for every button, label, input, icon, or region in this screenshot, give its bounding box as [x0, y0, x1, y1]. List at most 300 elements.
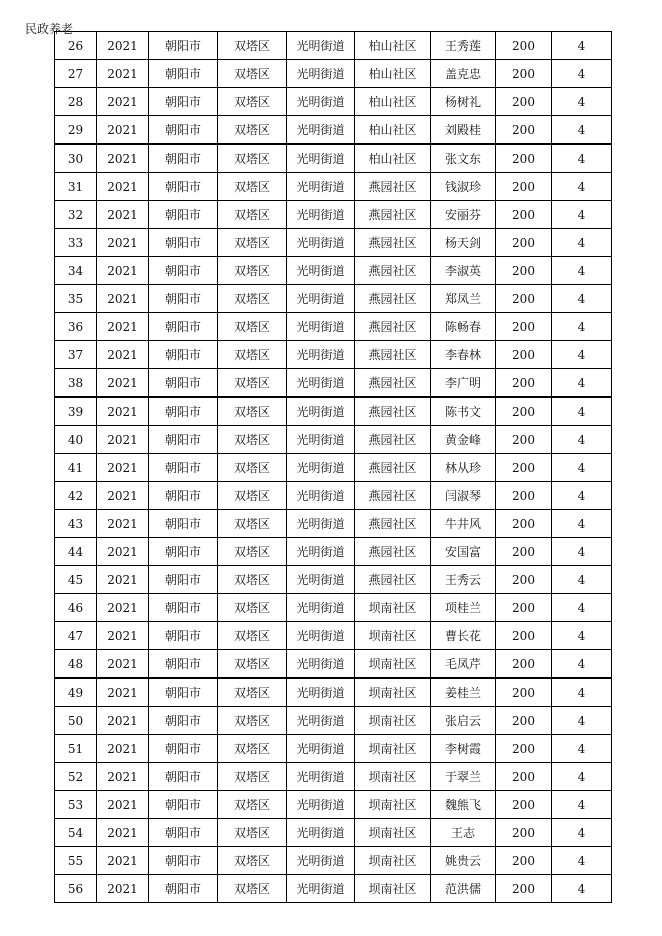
district-cell: 双塔区	[218, 650, 287, 679]
name-cell: 张启云	[431, 707, 496, 735]
district-cell: 双塔区	[218, 144, 287, 173]
community-cell: 柏山社区	[355, 88, 431, 116]
row-number-cell: 29	[55, 116, 97, 145]
level-cell: 4	[552, 116, 612, 145]
amount-cell: 200	[496, 229, 552, 257]
city-cell: 朝阳市	[149, 173, 218, 201]
street-cell: 光明街道	[287, 201, 355, 229]
row-number-cell: 53	[55, 791, 97, 819]
row-number-cell: 43	[55, 510, 97, 538]
street-cell: 光明街道	[287, 622, 355, 650]
level-cell: 4	[552, 538, 612, 566]
community-cell: 燕园社区	[355, 482, 431, 510]
name-cell: 姜桂兰	[431, 678, 496, 707]
amount-cell: 200	[496, 454, 552, 482]
year-cell: 2021	[97, 875, 149, 903]
name-cell: 钱淑珍	[431, 173, 496, 201]
elder-subsidy-table	[54, 31, 612, 903]
amount-cell: 200	[496, 201, 552, 229]
table-row	[55, 341, 612, 369]
district-cell: 双塔区	[218, 88, 287, 116]
table-row	[55, 510, 612, 538]
amount-cell: 200	[496, 313, 552, 341]
district-cell: 双塔区	[218, 707, 287, 735]
document-header-label: 民政养老	[25, 22, 74, 36]
table-row	[55, 650, 612, 679]
row-number-cell: 26	[55, 32, 97, 60]
city-cell: 朝阳市	[149, 763, 218, 791]
year-cell: 2021	[97, 88, 149, 116]
amount-cell: 200	[496, 482, 552, 510]
district-cell: 双塔区	[218, 173, 287, 201]
table-row	[55, 594, 612, 622]
city-cell: 朝阳市	[149, 875, 218, 903]
street-cell: 光明街道	[287, 482, 355, 510]
year-cell: 2021	[97, 341, 149, 369]
community-cell: 燕园社区	[355, 173, 431, 201]
district-cell: 双塔区	[218, 875, 287, 903]
community-cell: 坝南社区	[355, 735, 431, 763]
amount-cell: 200	[496, 678, 552, 707]
community-cell: 坝南社区	[355, 791, 431, 819]
amount-cell: 200	[496, 566, 552, 594]
row-number-cell: 28	[55, 88, 97, 116]
level-cell: 4	[552, 650, 612, 679]
community-cell: 坝南社区	[355, 819, 431, 847]
year-cell: 2021	[97, 538, 149, 566]
level-cell: 4	[552, 594, 612, 622]
year-cell: 2021	[97, 285, 149, 313]
street-cell: 光明街道	[287, 60, 355, 88]
table-row	[55, 847, 612, 875]
amount-cell: 200	[496, 32, 552, 60]
name-cell: 范洪儒	[431, 875, 496, 903]
community-cell: 柏山社区	[355, 116, 431, 145]
table-row	[55, 88, 612, 116]
table-body	[55, 32, 612, 903]
street-cell: 光明街道	[287, 313, 355, 341]
district-cell: 双塔区	[218, 313, 287, 341]
year-cell: 2021	[97, 60, 149, 88]
street-cell: 光明街道	[287, 32, 355, 60]
level-cell: 4	[552, 875, 612, 903]
name-cell: 陈书文	[431, 397, 496, 426]
year-cell: 2021	[97, 622, 149, 650]
level-cell: 4	[552, 32, 612, 60]
district-cell: 双塔区	[218, 32, 287, 60]
level-cell: 4	[552, 678, 612, 707]
district-cell: 双塔区	[218, 763, 287, 791]
row-number-cell: 37	[55, 341, 97, 369]
name-cell: 李广明	[431, 369, 496, 398]
year-cell: 2021	[97, 482, 149, 510]
row-number-cell: 27	[55, 60, 97, 88]
street-cell: 光明街道	[287, 510, 355, 538]
row-number-cell: 39	[55, 397, 97, 426]
row-number-cell: 51	[55, 735, 97, 763]
row-number-cell: 52	[55, 763, 97, 791]
name-cell: 安丽芬	[431, 201, 496, 229]
row-number-cell: 35	[55, 285, 97, 313]
row-number-cell: 34	[55, 257, 97, 285]
table-row	[55, 763, 612, 791]
street-cell: 光明街道	[287, 819, 355, 847]
name-cell: 闫淑琴	[431, 482, 496, 510]
street-cell: 光明街道	[287, 397, 355, 426]
name-cell: 姚贵云	[431, 847, 496, 875]
district-cell: 双塔区	[218, 60, 287, 88]
community-cell: 燕园社区	[355, 397, 431, 426]
level-cell: 4	[552, 622, 612, 650]
table-row	[55, 285, 612, 313]
community-cell: 柏山社区	[355, 60, 431, 88]
city-cell: 朝阳市	[149, 116, 218, 145]
level-cell: 4	[552, 257, 612, 285]
level-cell: 4	[552, 791, 612, 819]
street-cell: 光明街道	[287, 875, 355, 903]
community-cell: 燕园社区	[355, 510, 431, 538]
year-cell: 2021	[97, 594, 149, 622]
name-cell: 王秀莲	[431, 32, 496, 60]
name-cell: 毛凤芹	[431, 650, 496, 679]
street-cell: 光明街道	[287, 650, 355, 679]
row-number-cell: 48	[55, 650, 97, 679]
district-cell: 双塔区	[218, 341, 287, 369]
name-cell: 杨天剑	[431, 229, 496, 257]
year-cell: 2021	[97, 510, 149, 538]
street-cell: 光明街道	[287, 116, 355, 145]
row-number-cell: 46	[55, 594, 97, 622]
street-cell: 光明街道	[287, 678, 355, 707]
district-cell: 双塔区	[218, 510, 287, 538]
name-cell: 王志	[431, 819, 496, 847]
city-cell: 朝阳市	[149, 735, 218, 763]
level-cell: 4	[552, 60, 612, 88]
year-cell: 2021	[97, 650, 149, 679]
amount-cell: 200	[496, 369, 552, 398]
community-cell: 柏山社区	[355, 144, 431, 173]
level-cell: 4	[552, 229, 612, 257]
year-cell: 2021	[97, 454, 149, 482]
level-cell: 4	[552, 819, 612, 847]
district-cell: 双塔区	[218, 847, 287, 875]
street-cell: 光明街道	[287, 763, 355, 791]
city-cell: 朝阳市	[149, 566, 218, 594]
city-cell: 朝阳市	[149, 426, 218, 454]
community-cell: 坝南社区	[355, 650, 431, 679]
amount-cell: 200	[496, 622, 552, 650]
community-cell: 坝南社区	[355, 875, 431, 903]
city-cell: 朝阳市	[149, 201, 218, 229]
amount-cell: 200	[496, 875, 552, 903]
street-cell: 光明街道	[287, 426, 355, 454]
amount-cell: 200	[496, 707, 552, 735]
table-row	[55, 313, 612, 341]
row-number-cell: 44	[55, 538, 97, 566]
level-cell: 4	[552, 566, 612, 594]
district-cell: 双塔区	[218, 369, 287, 398]
row-number-cell: 31	[55, 173, 97, 201]
district-cell: 双塔区	[218, 454, 287, 482]
table-row	[55, 819, 612, 847]
row-number-cell: 30	[55, 144, 97, 173]
amount-cell: 200	[496, 594, 552, 622]
district-cell: 双塔区	[218, 566, 287, 594]
name-cell: 刘殿桂	[431, 116, 496, 145]
street-cell: 光明街道	[287, 369, 355, 398]
name-cell: 项桂兰	[431, 594, 496, 622]
amount-cell: 200	[496, 144, 552, 173]
level-cell: 4	[552, 763, 612, 791]
city-cell: 朝阳市	[149, 791, 218, 819]
row-number-cell: 56	[55, 875, 97, 903]
district-cell: 双塔区	[218, 791, 287, 819]
name-cell: 郑凤兰	[431, 285, 496, 313]
district-cell: 双塔区	[218, 229, 287, 257]
district-cell: 双塔区	[218, 735, 287, 763]
level-cell: 4	[552, 454, 612, 482]
city-cell: 朝阳市	[149, 88, 218, 116]
community-cell: 燕园社区	[355, 538, 431, 566]
level-cell: 4	[552, 426, 612, 454]
community-cell: 燕园社区	[355, 341, 431, 369]
name-cell: 杨树礼	[431, 88, 496, 116]
community-cell: 燕园社区	[355, 369, 431, 398]
community-cell: 坝南社区	[355, 622, 431, 650]
table-row	[55, 426, 612, 454]
city-cell: 朝阳市	[149, 707, 218, 735]
name-cell: 曹长花	[431, 622, 496, 650]
row-number-cell: 47	[55, 622, 97, 650]
row-number-cell: 41	[55, 454, 97, 482]
name-cell: 黄金峰	[431, 426, 496, 454]
city-cell: 朝阳市	[149, 650, 218, 679]
level-cell: 4	[552, 341, 612, 369]
community-cell: 燕园社区	[355, 426, 431, 454]
street-cell: 光明街道	[287, 341, 355, 369]
level-cell: 4	[552, 847, 612, 875]
city-cell: 朝阳市	[149, 510, 218, 538]
table-row	[55, 397, 612, 426]
year-cell: 2021	[97, 847, 149, 875]
name-cell: 林从珍	[431, 454, 496, 482]
street-cell: 光明街道	[287, 144, 355, 173]
community-cell: 燕园社区	[355, 285, 431, 313]
year-cell: 2021	[97, 369, 149, 398]
name-cell: 李树霞	[431, 735, 496, 763]
table-row	[55, 201, 612, 229]
level-cell: 4	[552, 313, 612, 341]
district-cell: 双塔区	[218, 116, 287, 145]
city-cell: 朝阳市	[149, 622, 218, 650]
community-cell: 坝南社区	[355, 847, 431, 875]
city-cell: 朝阳市	[149, 397, 218, 426]
table-row	[55, 60, 612, 88]
amount-cell: 200	[496, 763, 552, 791]
city-cell: 朝阳市	[149, 257, 218, 285]
street-cell: 光明街道	[287, 257, 355, 285]
name-cell: 李淑英	[431, 257, 496, 285]
table-row	[55, 566, 612, 594]
row-number-cell: 49	[55, 678, 97, 707]
level-cell: 4	[552, 510, 612, 538]
amount-cell: 200	[496, 650, 552, 679]
district-cell: 双塔区	[218, 594, 287, 622]
year-cell: 2021	[97, 313, 149, 341]
district-cell: 双塔区	[218, 201, 287, 229]
street-cell: 光明街道	[287, 707, 355, 735]
year-cell: 2021	[97, 819, 149, 847]
district-cell: 双塔区	[218, 285, 287, 313]
district-cell: 双塔区	[218, 482, 287, 510]
year-cell: 2021	[97, 116, 149, 145]
table-row	[55, 482, 612, 510]
name-cell: 王秀云	[431, 566, 496, 594]
district-cell: 双塔区	[218, 426, 287, 454]
amount-cell: 200	[496, 847, 552, 875]
table-row	[55, 173, 612, 201]
table-row	[55, 538, 612, 566]
city-cell: 朝阳市	[149, 847, 218, 875]
year-cell: 2021	[97, 566, 149, 594]
community-cell: 燕园社区	[355, 566, 431, 594]
name-cell: 于翠兰	[431, 763, 496, 791]
level-cell: 4	[552, 397, 612, 426]
city-cell: 朝阳市	[149, 144, 218, 173]
year-cell: 2021	[97, 397, 149, 426]
year-cell: 2021	[97, 229, 149, 257]
street-cell: 光明街道	[287, 285, 355, 313]
community-cell: 燕园社区	[355, 313, 431, 341]
name-cell: 李春林	[431, 341, 496, 369]
row-number-cell: 32	[55, 201, 97, 229]
amount-cell: 200	[496, 285, 552, 313]
district-cell: 双塔区	[218, 622, 287, 650]
name-cell: 盖克忠	[431, 60, 496, 88]
street-cell: 光明街道	[287, 454, 355, 482]
year-cell: 2021	[97, 32, 149, 60]
name-cell: 张文东	[431, 144, 496, 173]
row-number-cell: 38	[55, 369, 97, 398]
amount-cell: 200	[496, 173, 552, 201]
level-cell: 4	[552, 88, 612, 116]
year-cell: 2021	[97, 426, 149, 454]
city-cell: 朝阳市	[149, 819, 218, 847]
level-cell: 4	[552, 173, 612, 201]
amount-cell: 200	[496, 819, 552, 847]
level-cell: 4	[552, 707, 612, 735]
city-cell: 朝阳市	[149, 341, 218, 369]
table-row	[55, 229, 612, 257]
city-cell: 朝阳市	[149, 32, 218, 60]
amount-cell: 200	[496, 791, 552, 819]
row-number-cell: 55	[55, 847, 97, 875]
community-cell: 燕园社区	[355, 201, 431, 229]
year-cell: 2021	[97, 201, 149, 229]
amount-cell: 200	[496, 60, 552, 88]
city-cell: 朝阳市	[149, 369, 218, 398]
year-cell: 2021	[97, 707, 149, 735]
row-number-cell: 50	[55, 707, 97, 735]
district-cell: 双塔区	[218, 819, 287, 847]
street-cell: 光明街道	[287, 538, 355, 566]
district-cell: 双塔区	[218, 678, 287, 707]
city-cell: 朝阳市	[149, 594, 218, 622]
table-row	[55, 116, 612, 145]
district-cell: 双塔区	[218, 538, 287, 566]
street-cell: 光明街道	[287, 566, 355, 594]
year-cell: 2021	[97, 678, 149, 707]
amount-cell: 200	[496, 88, 552, 116]
table-row	[55, 707, 612, 735]
level-cell: 4	[552, 144, 612, 173]
table-row	[55, 875, 612, 903]
amount-cell: 200	[496, 257, 552, 285]
street-cell: 光明街道	[287, 791, 355, 819]
city-cell: 朝阳市	[149, 285, 218, 313]
community-cell: 坝南社区	[355, 678, 431, 707]
year-cell: 2021	[97, 173, 149, 201]
level-cell: 4	[552, 735, 612, 763]
table-row	[55, 735, 612, 763]
city-cell: 朝阳市	[149, 482, 218, 510]
street-cell: 光明街道	[287, 229, 355, 257]
city-cell: 朝阳市	[149, 229, 218, 257]
city-cell: 朝阳市	[149, 313, 218, 341]
community-cell: 燕园社区	[355, 454, 431, 482]
amount-cell: 200	[496, 116, 552, 145]
level-cell: 4	[552, 369, 612, 398]
name-cell: 陈畅春	[431, 313, 496, 341]
table-row	[55, 622, 612, 650]
year-cell: 2021	[97, 257, 149, 285]
table-row	[55, 369, 612, 398]
community-cell: 燕园社区	[355, 257, 431, 285]
city-cell: 朝阳市	[149, 678, 218, 707]
name-cell: 魏熊飞	[431, 791, 496, 819]
amount-cell: 200	[496, 510, 552, 538]
year-cell: 2021	[97, 735, 149, 763]
row-number-cell: 54	[55, 819, 97, 847]
street-cell: 光明街道	[287, 735, 355, 763]
community-cell: 燕园社区	[355, 229, 431, 257]
community-cell: 坝南社区	[355, 763, 431, 791]
amount-cell: 200	[496, 397, 552, 426]
district-cell: 双塔区	[218, 257, 287, 285]
level-cell: 4	[552, 285, 612, 313]
table-row	[55, 144, 612, 173]
year-cell: 2021	[97, 144, 149, 173]
name-cell: 安国富	[431, 538, 496, 566]
year-cell: 2021	[97, 763, 149, 791]
street-cell: 光明街道	[287, 594, 355, 622]
amount-cell: 200	[496, 538, 552, 566]
district-cell: 双塔区	[218, 397, 287, 426]
city-cell: 朝阳市	[149, 538, 218, 566]
community-cell: 坝南社区	[355, 707, 431, 735]
community-cell: 柏山社区	[355, 32, 431, 60]
row-number-cell: 45	[55, 566, 97, 594]
name-cell: 牛井风	[431, 510, 496, 538]
table-row	[55, 678, 612, 707]
row-number-cell: 42	[55, 482, 97, 510]
city-cell: 朝阳市	[149, 60, 218, 88]
row-number-cell: 33	[55, 229, 97, 257]
street-cell: 光明街道	[287, 88, 355, 116]
amount-cell: 200	[496, 426, 552, 454]
level-cell: 4	[552, 201, 612, 229]
amount-cell: 200	[496, 735, 552, 763]
